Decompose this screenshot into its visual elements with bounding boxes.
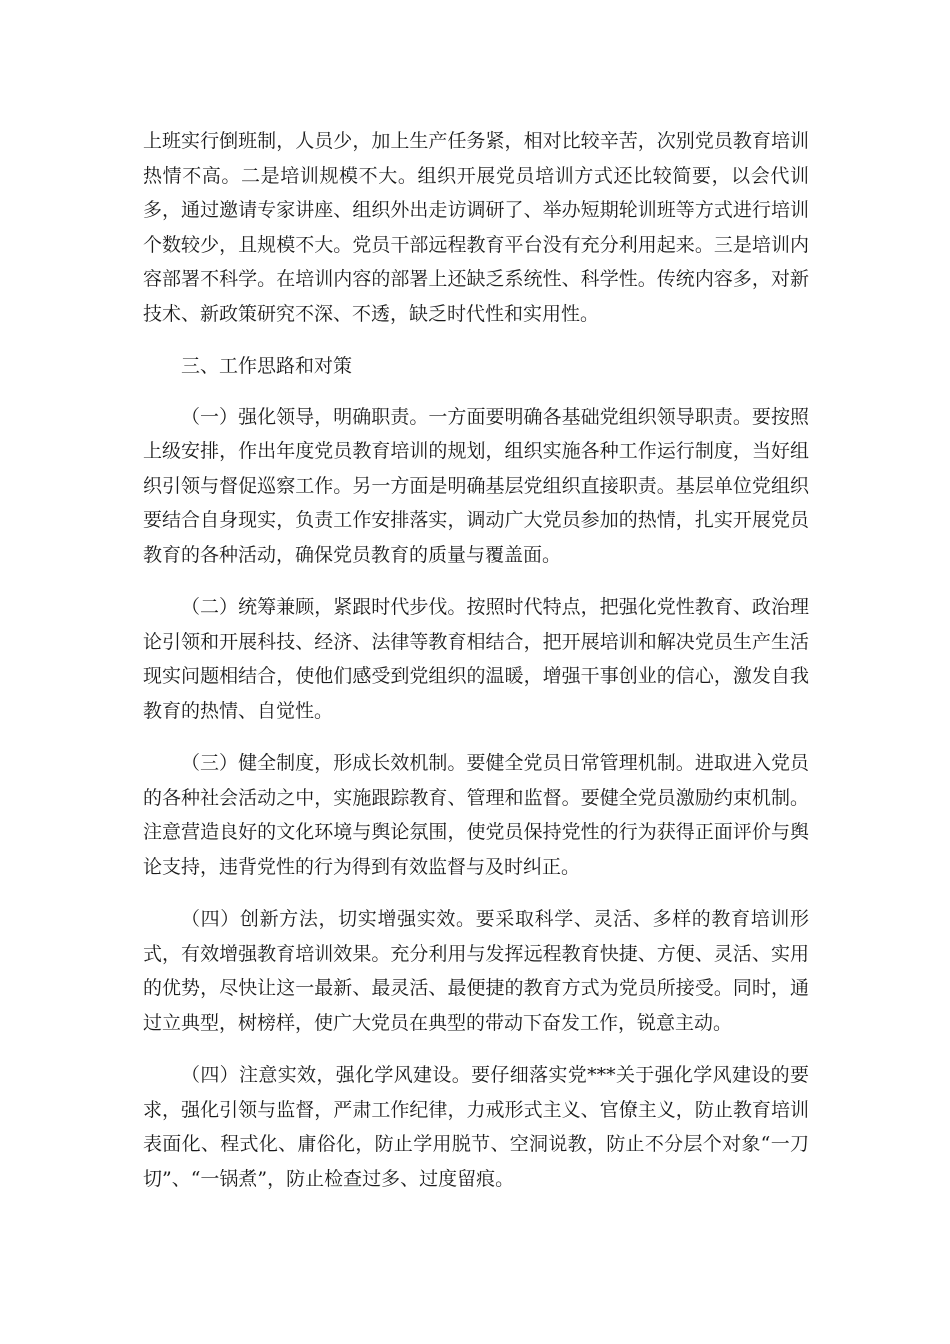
- paragraph-item-4: （四）创新方法，切实增强实效。要采取科学、灵活、多样的教育培训形式，有效增强教育培训效果。充分利用与发挥远程教育快捷、方便、灵活、实用的优势，尽快让这一最新、最灵活、最便捷的教育方式为党员所接受。同时，通过立典型，树榜样，使广大党员在典型的带动下奋发工作，锐意主动。: [143, 908, 809, 1034]
- paragraph-item-5: （四）注意实效，强化学风建设。要仔细落实党***关于强化学风建设的要求，强化引领与监督，严肃工作纪律，力戒形式主义、官僚主义，防止教育培训表面化、程式化、庸俗化，防止学用脱节、空洞说教，防止不分层个对象“一刀切”、“一锅煮”，防止检查过多、过度留痕。: [143, 1064, 809, 1190]
- paragraph-item-3: （三）健全制度，形成长效机制。要健全党员日常管理机制。进取进入党员的各种社会活动之中，实施跟踪教育、管理和监督。要健全党员激励约束机制。注意营造良好的文化环境与舆论氛围，使党员保持党性的行为获得正面评价与舆论支持，违背党性的行为得到有效监督与及时纠正。: [143, 752, 809, 878]
- section-heading: 三、工作思路和对策: [181, 355, 353, 377]
- paragraph-item-1: （一）强化领导，明确职责。一方面要明确各基础党组织领导职责。要按照上级安排，作出年度党员教育培训的规划，组织实施各种工作运行制度，当好组织引领与督促巡察工作。另一方面是明确基层党组织直接职责。基层单位党组织要结合自身现实，负责工作安排落实，调动广大党员参加的热情，扎实开展党员教育的各种活动，确保党员教育的质量与覆盖面。: [143, 405, 809, 566]
- paragraph-item-2: （二）统筹兼顾，紧跟时代步伐。按照时代特点，把强化党性教育、政治理论引领和开展科技、经济、法律等教育相结合，把开展培训和解决党员生产生活现实问题相结合，使他们感受到党组织的温暖，增强干事创业的信心，激发自我教育的热情、自觉性。: [143, 596, 809, 722]
- document-body: [143, 124, 809, 1214]
- paragraph-continuation: 上班实行倒班制，人员少，加上生产任务紧，相对比较辛苦，次别党员教育培训热情不高。二是培训规模不大。组织开展党员培训方式还比较简要，以会代训多，通过邀请专家讲座、组织外出走访调研了、举办短期轮训班等方式进行培训个数较少，且规模不大。党员干部远程教育平台没有充分利用起来。三是培训内容部署不科学。在培训内容的部署上还缺乏系统性、科学性。传统内容多，对新技术、新政策研究不深、不透，缺乏时代性和实用性。: [143, 130, 809, 325]
